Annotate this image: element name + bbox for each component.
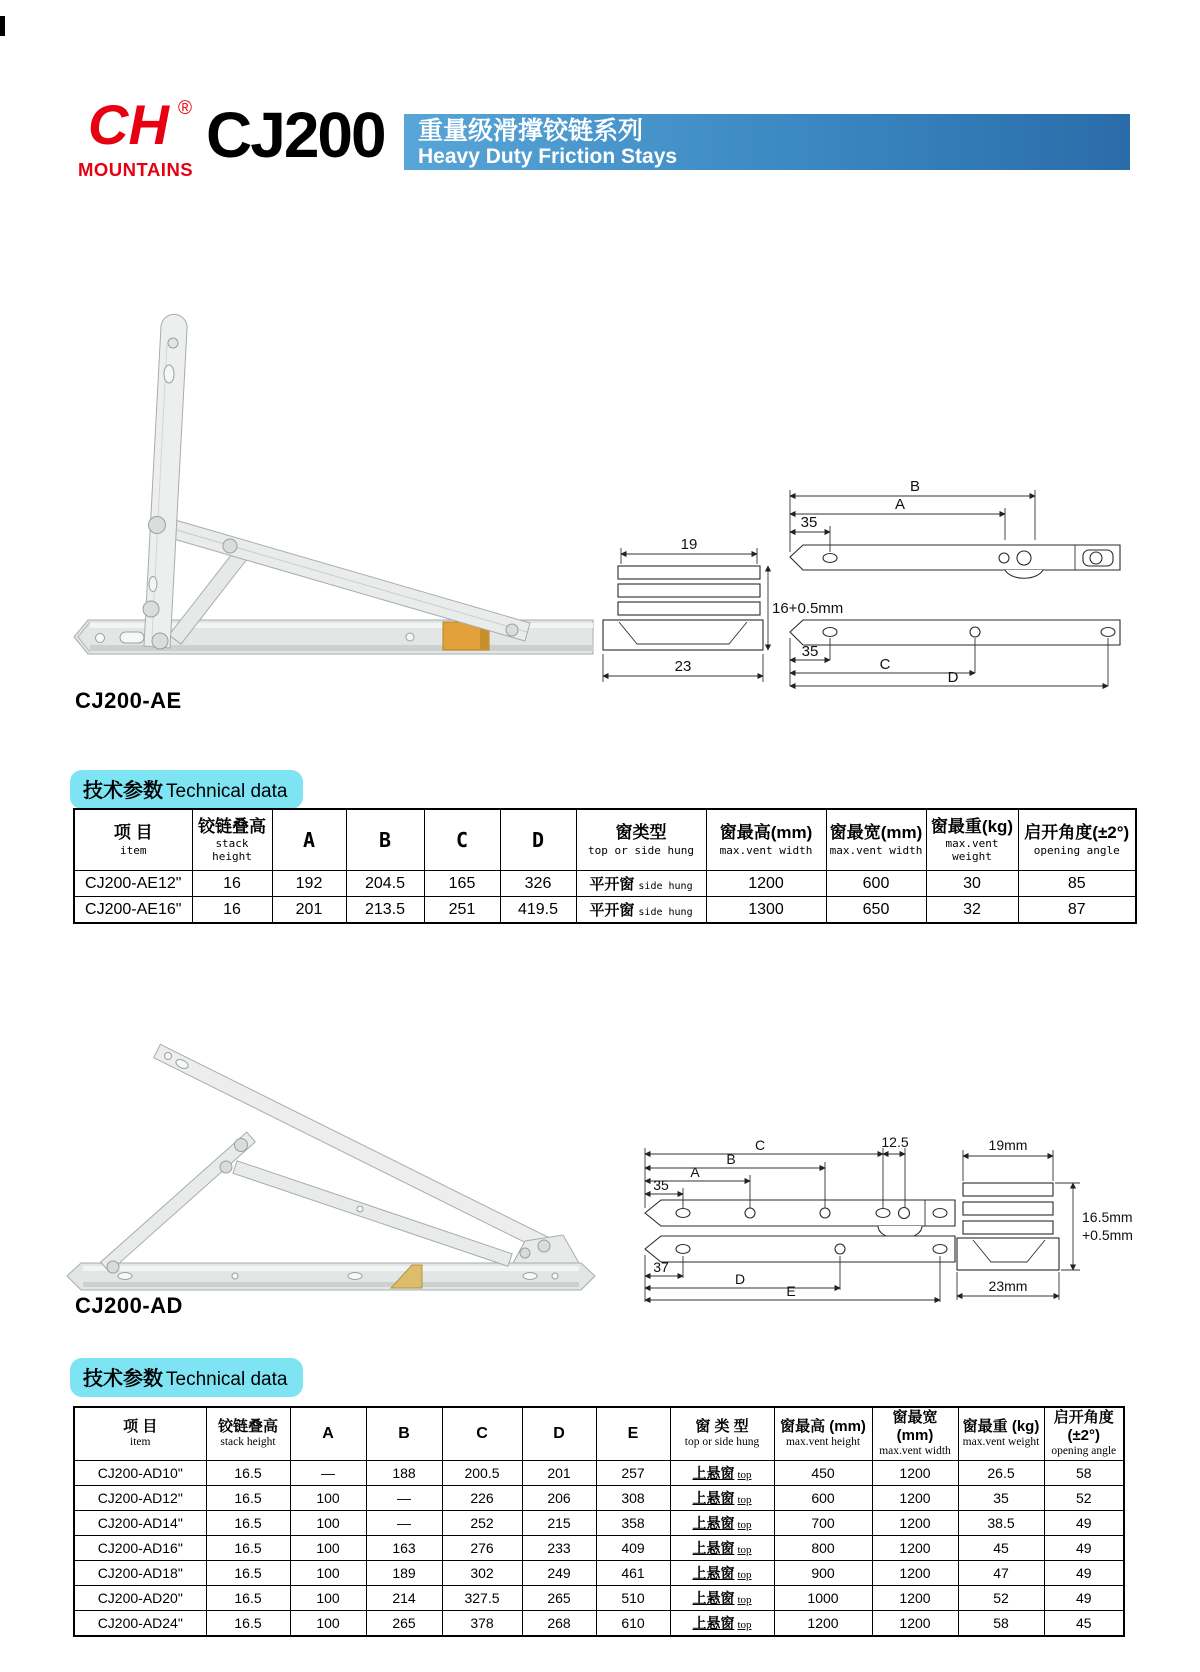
value-cell: 58	[958, 1611, 1044, 1637]
top-arm-plan	[645, 1200, 955, 1239]
value-cell: 265	[366, 1611, 442, 1637]
column-header: E	[596, 1407, 670, 1461]
dim-label: +0.5mm	[1082, 1227, 1133, 1243]
badge-label-cn: 技术参数	[83, 1368, 163, 1390]
dim-label: 12.5	[881, 1134, 909, 1150]
item-cell: CJ200-AD20"	[74, 1586, 206, 1611]
item-cell: CJ200-AD14"	[74, 1511, 206, 1536]
badge-label-en: Technical data	[166, 1369, 288, 1390]
value-cell: 16	[192, 871, 272, 897]
brand-name: MOUNTAINS	[78, 159, 194, 180]
column-header: 项 目 item	[74, 809, 192, 871]
table-row	[74, 1461, 1124, 1486]
dim-label: 16+0.5mm	[772, 600, 844, 617]
value-cell: 上悬窗 top	[670, 1611, 774, 1637]
value-cell: 1200	[872, 1561, 958, 1586]
item-cell: CJ200-AE12"	[74, 871, 192, 897]
value-cell: 上悬窗 top	[670, 1486, 774, 1511]
value-cell: 214	[366, 1586, 442, 1611]
column-header: B	[366, 1407, 442, 1461]
value-cell: 100	[290, 1586, 366, 1611]
value-cell: 1200	[774, 1611, 872, 1637]
value-cell: 16.5	[206, 1511, 290, 1536]
column-header: 铰链叠高 stack height	[192, 809, 272, 871]
bottom-arm-plan	[645, 1236, 955, 1262]
value-cell: 450	[774, 1461, 872, 1486]
table-row	[74, 1611, 1124, 1637]
value-cell: 600	[826, 871, 926, 897]
column-header: 窗最宽(mm) max.vent width	[826, 809, 926, 871]
value-cell: 1200	[706, 871, 826, 897]
item-cell: CJ200-AD10"	[74, 1461, 206, 1486]
technical-data-badge	[70, 770, 303, 809]
product-photo-ad	[55, 945, 605, 1295]
dim-label: C	[879, 656, 891, 673]
dim-label: D	[947, 669, 959, 686]
dim-label: C	[754, 1137, 766, 1153]
value-cell: 189	[366, 1561, 442, 1586]
value-cell: 461	[596, 1561, 670, 1586]
value-cell: 1200	[872, 1511, 958, 1536]
column-header: A	[272, 809, 346, 871]
value-cell: 16.5	[206, 1561, 290, 1586]
value-cell: 100	[290, 1486, 366, 1511]
value-cell: 165	[424, 871, 500, 897]
header-row	[74, 809, 1136, 871]
column-header: D	[522, 1407, 596, 1461]
value-cell: 16.5	[206, 1486, 290, 1511]
value-cell: 100	[290, 1611, 366, 1637]
value-cell: 409	[596, 1536, 670, 1561]
value-cell: 201	[272, 897, 346, 924]
table-row	[74, 1561, 1124, 1586]
value-cell: 47	[958, 1561, 1044, 1586]
dim-label: 19	[680, 536, 698, 553]
sash-arm	[144, 314, 187, 648]
friction-stay-track	[67, 1263, 595, 1290]
value-cell: 35	[958, 1486, 1044, 1511]
value-cell: 226	[442, 1486, 522, 1511]
value-cell: 85	[1018, 871, 1136, 897]
value-cell: 302	[442, 1561, 522, 1586]
series-banner	[404, 114, 1130, 170]
badge-label-en: Technical data	[166, 781, 288, 802]
dim-label: E	[786, 1283, 796, 1299]
column-header: 窗最重 (kg) max.vent weight	[958, 1407, 1044, 1461]
tech-drawing-ad	[595, 1050, 1150, 1305]
value-cell: 45	[1044, 1611, 1124, 1637]
column-header: 启开角度(±2°) opening angle	[1018, 809, 1136, 871]
value-cell: 16.5	[206, 1611, 290, 1637]
dim-label: D	[734, 1271, 746, 1287]
table-row	[74, 1486, 1124, 1511]
value-cell: —	[290, 1461, 366, 1486]
value-cell: 192	[272, 871, 346, 897]
value-cell: 52	[1044, 1486, 1124, 1511]
value-cell: 510	[596, 1586, 670, 1611]
value-cell: 200.5	[442, 1461, 522, 1486]
value-cell: 900	[774, 1561, 872, 1586]
top-arm-plan	[790, 545, 1120, 578]
badge-label-cn: 技术参数	[83, 780, 163, 802]
value-cell: 58	[1044, 1461, 1124, 1486]
value-cell: 1200	[872, 1486, 958, 1511]
value-cell: 100	[290, 1561, 366, 1586]
value-cell: 265	[522, 1586, 596, 1611]
value-cell: 308	[596, 1486, 670, 1511]
table-row	[74, 871, 1136, 897]
value-cell: 上悬窗 top	[670, 1536, 774, 1561]
value-cell: 163	[366, 1536, 442, 1561]
table-row	[74, 897, 1136, 924]
product-label-ae: CJ200-AE	[75, 688, 182, 713]
value-cell: 251	[424, 897, 500, 924]
dim-label: 35	[801, 643, 819, 660]
product-photo-ae	[60, 298, 605, 668]
value-cell: 26.5	[958, 1461, 1044, 1486]
value-cell: 650	[826, 897, 926, 924]
column-header: B	[346, 809, 424, 871]
value-cell: 上悬窗 top	[670, 1461, 774, 1486]
value-cell: 1200	[872, 1586, 958, 1611]
value-cell: 上悬窗 top	[670, 1561, 774, 1586]
column-header: 启开角度(±2°) opening angle	[1044, 1407, 1124, 1461]
value-cell: 215	[522, 1511, 596, 1536]
value-cell: 49	[1044, 1511, 1124, 1536]
tech-drawing-ae	[585, 470, 1145, 690]
value-cell: 30	[926, 871, 1018, 897]
value-cell: 419.5	[500, 897, 576, 924]
cross-section	[603, 566, 763, 650]
value-cell: 32	[926, 897, 1018, 924]
value-cell: 252	[442, 1511, 522, 1536]
column-header: 窗 类 型 top or side hung	[670, 1407, 774, 1461]
dim-label: 23	[674, 658, 692, 675]
value-cell: —	[366, 1511, 442, 1536]
value-cell: 平开窗 side hung	[576, 871, 706, 897]
column-header: 窗最高(mm) max.vent width	[706, 809, 826, 871]
value-cell: 87	[1018, 897, 1136, 924]
product-label-ad: CJ200-AD	[75, 1293, 183, 1318]
value-cell: 1000	[774, 1586, 872, 1611]
column-header: A	[290, 1407, 366, 1461]
item-cell: CJ200-AD16"	[74, 1536, 206, 1561]
value-cell: 204.5	[346, 871, 424, 897]
value-cell: 49	[1044, 1561, 1124, 1586]
registered-trademark-icon: ®	[178, 98, 192, 119]
column-header: C	[424, 809, 500, 871]
series-title-cn: 重量级滑撑铰链系列	[418, 117, 644, 145]
value-cell: 45	[958, 1536, 1044, 1561]
value-cell: 100	[290, 1511, 366, 1536]
item-cell: CJ200-AD24"	[74, 1611, 206, 1637]
value-cell: 38.5	[958, 1511, 1044, 1536]
value-cell: 1300	[706, 897, 826, 924]
value-cell: 16	[192, 897, 272, 924]
spec-table-ad	[73, 1406, 1125, 1637]
value-cell: —	[366, 1486, 442, 1511]
value-cell: 1200	[872, 1461, 958, 1486]
item-cell: CJ200-AD12"	[74, 1486, 206, 1511]
dim-label: B	[909, 478, 921, 495]
value-cell: 188	[366, 1461, 442, 1486]
table-row	[74, 1511, 1124, 1536]
dim-label: A	[894, 496, 906, 513]
value-cell: 249	[522, 1561, 596, 1586]
dim-label: 19mm	[988, 1137, 1028, 1153]
value-cell: 276	[442, 1536, 522, 1561]
column-header: 窗类型 top or side hung	[576, 809, 706, 871]
column-header: 铰链叠高 stack height	[206, 1407, 290, 1461]
item-cell: CJ200-AD18"	[74, 1561, 206, 1586]
series-title-en: Heavy Duty Friction Stays	[418, 145, 678, 168]
column-header: 窗最重(kg) max.vent weight	[926, 809, 1018, 871]
value-cell: 16.5	[206, 1586, 290, 1611]
technical-data-badge	[70, 1358, 303, 1397]
value-cell: 213.5	[346, 897, 424, 924]
value-cell: 600	[774, 1486, 872, 1511]
dim-label: 35	[800, 514, 818, 531]
value-cell: 49	[1044, 1586, 1124, 1611]
bottom-arm-plan	[790, 620, 1120, 645]
value-cell: 201	[522, 1461, 596, 1486]
value-cell: 268	[522, 1611, 596, 1637]
value-cell: 610	[596, 1611, 670, 1637]
value-cell: 326	[500, 871, 576, 897]
value-cell: 257	[596, 1461, 670, 1486]
value-cell: 100	[290, 1536, 366, 1561]
value-cell: 327.5	[442, 1586, 522, 1611]
logo-monogram: CH	[88, 93, 169, 156]
brand-logo	[78, 88, 218, 184]
value-cell: 1200	[872, 1611, 958, 1637]
dim-label: A	[690, 1164, 700, 1180]
value-cell: 平开窗 side hung	[576, 897, 706, 924]
print-registration-mark	[0, 16, 5, 36]
value-cell: 52	[958, 1586, 1044, 1611]
dim-label: B	[726, 1151, 736, 1167]
value-cell: 49	[1044, 1536, 1124, 1561]
value-cell: 1200	[872, 1536, 958, 1561]
dim-label: 23mm	[988, 1278, 1028, 1294]
value-cell: 233	[522, 1536, 596, 1561]
column-header: 项 目 item	[74, 1407, 206, 1461]
value-cell: 378	[442, 1611, 522, 1637]
value-cell: 358	[596, 1511, 670, 1536]
value-cell: 上悬窗 top	[670, 1511, 774, 1536]
column-header: D	[500, 809, 576, 871]
dim-label: 37	[653, 1259, 669, 1275]
column-header: C	[442, 1407, 522, 1461]
header-row	[74, 1407, 1124, 1461]
spec-table-ae	[73, 808, 1137, 924]
dim-label: 35	[653, 1177, 669, 1193]
dim-label: 16.5mm	[1082, 1209, 1133, 1225]
value-cell: 16.5	[206, 1461, 290, 1486]
value-cell: 700	[774, 1511, 872, 1536]
upper-diagonal-arm	[154, 1044, 551, 1251]
table-row	[74, 1536, 1124, 1561]
column-header: 窗最高 (mm) max.vent height	[774, 1407, 872, 1461]
value-cell: 上悬窗 top	[670, 1586, 774, 1611]
value-cell: 206	[522, 1486, 596, 1511]
value-cell: 800	[774, 1536, 872, 1561]
left-support-arm	[101, 1132, 256, 1272]
table-row	[74, 1586, 1124, 1611]
item-cell: CJ200-AE16"	[74, 897, 192, 924]
column-header: 窗最宽 (mm) max.vent width	[872, 1407, 958, 1461]
value-cell: 16.5	[206, 1536, 290, 1561]
cross-section	[957, 1183, 1059, 1270]
model-title: CJ200	[206, 99, 385, 171]
